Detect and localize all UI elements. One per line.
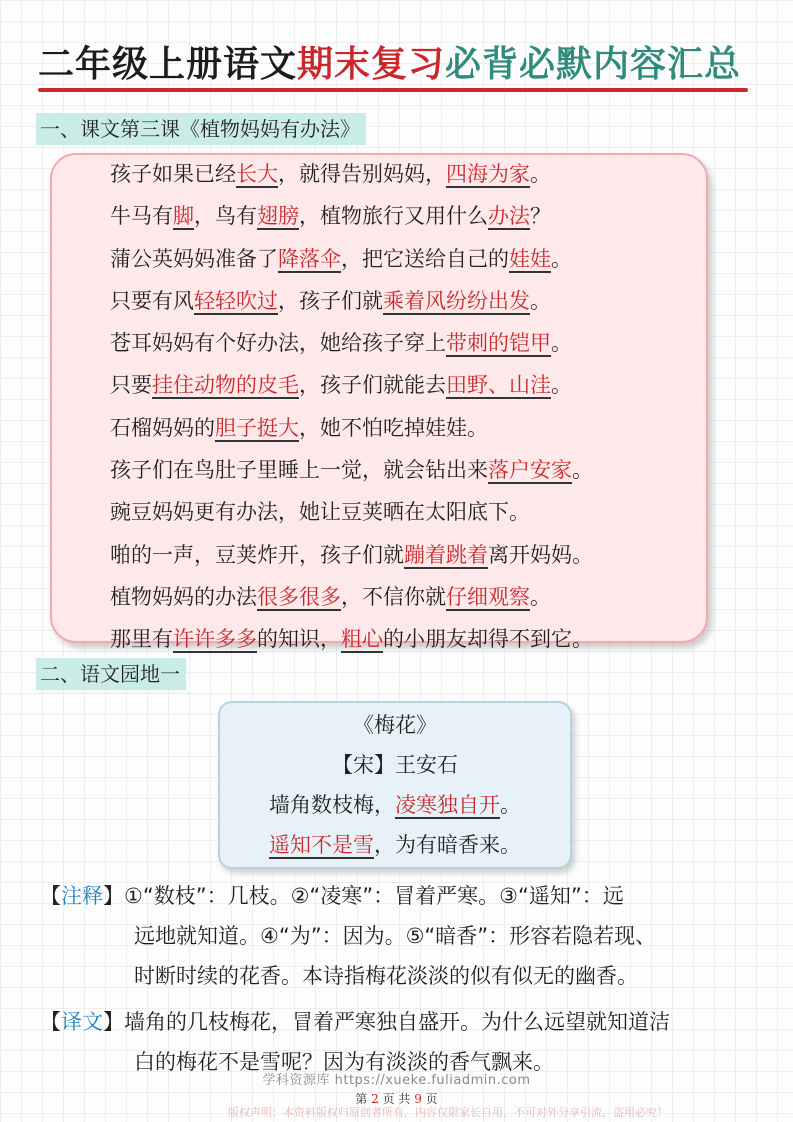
highlighted-phrase: 落户安家 <box>488 458 572 483</box>
highlighted-phrase: 仔细观察 <box>446 584 530 609</box>
text-span: 的知识， <box>257 627 341 652</box>
text-span: 离开妈妈。 <box>488 542 593 567</box>
text-span: 。 <box>500 793 521 817</box>
highlighted-phrase: 轻轻吹过 <box>194 288 278 313</box>
lesson-text <box>110 153 710 661</box>
text-span: 的小朋友却得不到它。 <box>383 627 593 652</box>
text-span: 那里有 <box>110 627 173 652</box>
text-span: 。 <box>530 584 551 609</box>
text-span: 牛马有 <box>110 204 173 229</box>
poem-author: 【宋】王安石 <box>332 753 458 777</box>
highlighted-phrase: 胆子挺大 <box>215 415 299 440</box>
text-span: ，她不怕吃掉娃娃。 <box>299 415 488 440</box>
text-span: 植物妈妈的办法 <box>110 584 257 609</box>
source-watermark: 学科资源库 https://xueke.fuliadmin.com <box>262 1073 531 1088</box>
page-suffix: 页 <box>421 1092 438 1106</box>
text-span: 只要有风 <box>110 288 194 313</box>
title-underline <box>38 88 748 92</box>
poem-line <box>218 785 572 825</box>
poem-title: 《梅花》 <box>353 713 437 737</box>
poem-line <box>218 825 572 865</box>
text-span: 。 <box>551 246 572 271</box>
poem <box>218 705 572 865</box>
highlighted-phrase: 挂住动物的皮毛 <box>152 373 299 398</box>
notes-label: 注释 <box>61 884 103 908</box>
highlighted-phrase: 带刺的铠甲 <box>446 331 551 356</box>
title-part-3: 必背必默内容汇总 <box>445 43 742 85</box>
highlighted-phrase: 娃娃 <box>509 246 551 271</box>
text-span: 。 <box>572 458 593 483</box>
page-prefix: 第 <box>355 1092 372 1106</box>
text-span: ，把它送给自己的 <box>341 246 509 271</box>
translation-label: 译文 <box>61 1010 103 1034</box>
highlighted-phrase: 遥知不是雪 <box>269 833 374 857</box>
page-mid: 页 共 <box>378 1092 415 1106</box>
page-total: 9 <box>414 1092 422 1106</box>
text-span: ，植物旅行又用什么 <box>299 204 488 229</box>
highlighted-phrase: 脚 <box>173 204 194 229</box>
text-span: 。 <box>551 373 572 398</box>
section-1-heading: 一、课文第三课《植物妈妈有办法》 <box>36 113 366 145</box>
text-span: ，孩子们就能去 <box>299 373 446 398</box>
text-span: 蒲公英妈妈准备了 <box>110 246 278 271</box>
lesson-line <box>110 449 710 491</box>
lesson-line <box>110 364 710 406</box>
text-span: 。 <box>530 162 551 186</box>
text-span: 墙角数枝梅， <box>269 793 395 817</box>
lesson-line <box>110 618 710 660</box>
translation-text: 墙角的几枝梅花，冒着严寒独自盛开。为什么远望就知道洁 <box>124 1010 670 1034</box>
highlighted-phrase: 许许多多 <box>173 627 257 652</box>
notes-block <box>40 876 656 996</box>
notes-bracket-right: 】 <box>103 884 124 908</box>
title-part-1: 二年级上册语文 <box>38 43 298 85</box>
highlighted-phrase: 粗心 <box>341 627 383 652</box>
highlighted-phrase: 办法 <box>488 204 530 229</box>
highlighted-phrase: 四海为家 <box>446 162 530 186</box>
text-span: 。 <box>530 288 551 313</box>
translation-line <box>40 1002 670 1042</box>
text-span: ？ <box>530 204 551 229</box>
lesson-line <box>110 534 710 576</box>
notes-bracket-left: 【 <box>40 884 61 908</box>
text-span: 孩子们在鸟肚子里睡上一觉，就会钻出来 <box>110 458 488 483</box>
translation-bracket-right: 】 <box>103 1010 124 1034</box>
notes-line <box>40 876 656 916</box>
text-span: ，鸟有 <box>194 204 257 229</box>
lesson-line <box>110 280 710 322</box>
lesson-line <box>110 238 710 280</box>
highlighted-phrase: 长大 <box>236 162 278 186</box>
translation-line: 白的梅花不是雪呢？因为有淡淡的香气飘来。 <box>134 1050 554 1074</box>
lesson-line <box>110 322 710 364</box>
text-span: 石榴妈妈的 <box>110 415 215 440</box>
highlighted-phrase: 凌寒独自开 <box>395 793 500 817</box>
text-span: ，就得告别妈妈， <box>278 162 446 186</box>
text-span: ，不信你就 <box>341 584 446 609</box>
copyright-notice: 版权声明：本资料版权归原创者所有，内容仅限家长自用，不可对外分享引流，盗用必究！ <box>228 1106 668 1119</box>
title-part-2: 期末复习 <box>297 43 446 85</box>
lesson-line <box>110 576 710 618</box>
text-span: 啪的一声，豆荚炸开，孩子们就 <box>110 542 404 567</box>
notes-line: 远地就知道。④“为”：因为。⑤“暗香”：形容若隐若现、 <box>134 924 657 948</box>
highlighted-phrase: 翅膀 <box>257 204 299 229</box>
lesson-line <box>110 153 710 195</box>
highlighted-phrase: 蹦着跳着 <box>404 542 488 567</box>
text-span: 苍耳妈妈有个好办法，她给孩子穿上 <box>110 331 446 356</box>
text-span: 。 <box>551 331 572 356</box>
text-span: ，孩子们就 <box>278 288 383 313</box>
text-span: ，为有暗香来。 <box>374 833 521 857</box>
notes-text: ①“数枝”：几枝。②“凌寒”：冒着严寒。③“遥知”：远 <box>124 884 624 908</box>
highlighted-phrase: 田野、山洼 <box>446 373 551 398</box>
highlighted-phrase: 乘着风纷纷出发 <box>383 288 530 313</box>
section-2-heading: 二、语文园地一 <box>36 658 186 690</box>
text-span: 孩子如果已经 <box>110 162 236 186</box>
highlighted-phrase: 很多很多 <box>257 584 341 609</box>
notes-line: 时断时续的花香。本诗指梅花淡淡的似有似无的幽香。 <box>134 964 638 988</box>
poem-lines <box>218 785 572 865</box>
page-title <box>38 40 753 88</box>
page-current: 2 <box>371 1092 379 1106</box>
lesson-line <box>110 491 710 533</box>
text-span: 豌豆妈妈更有办法，她让豆荚晒在太阳底下。 <box>110 500 530 525</box>
highlighted-phrase: 降落伞 <box>278 246 341 271</box>
lesson-line <box>110 195 710 237</box>
lesson-line <box>110 407 710 449</box>
translation-bracket-left: 【 <box>40 1010 61 1034</box>
text-span: 只要 <box>110 373 152 398</box>
